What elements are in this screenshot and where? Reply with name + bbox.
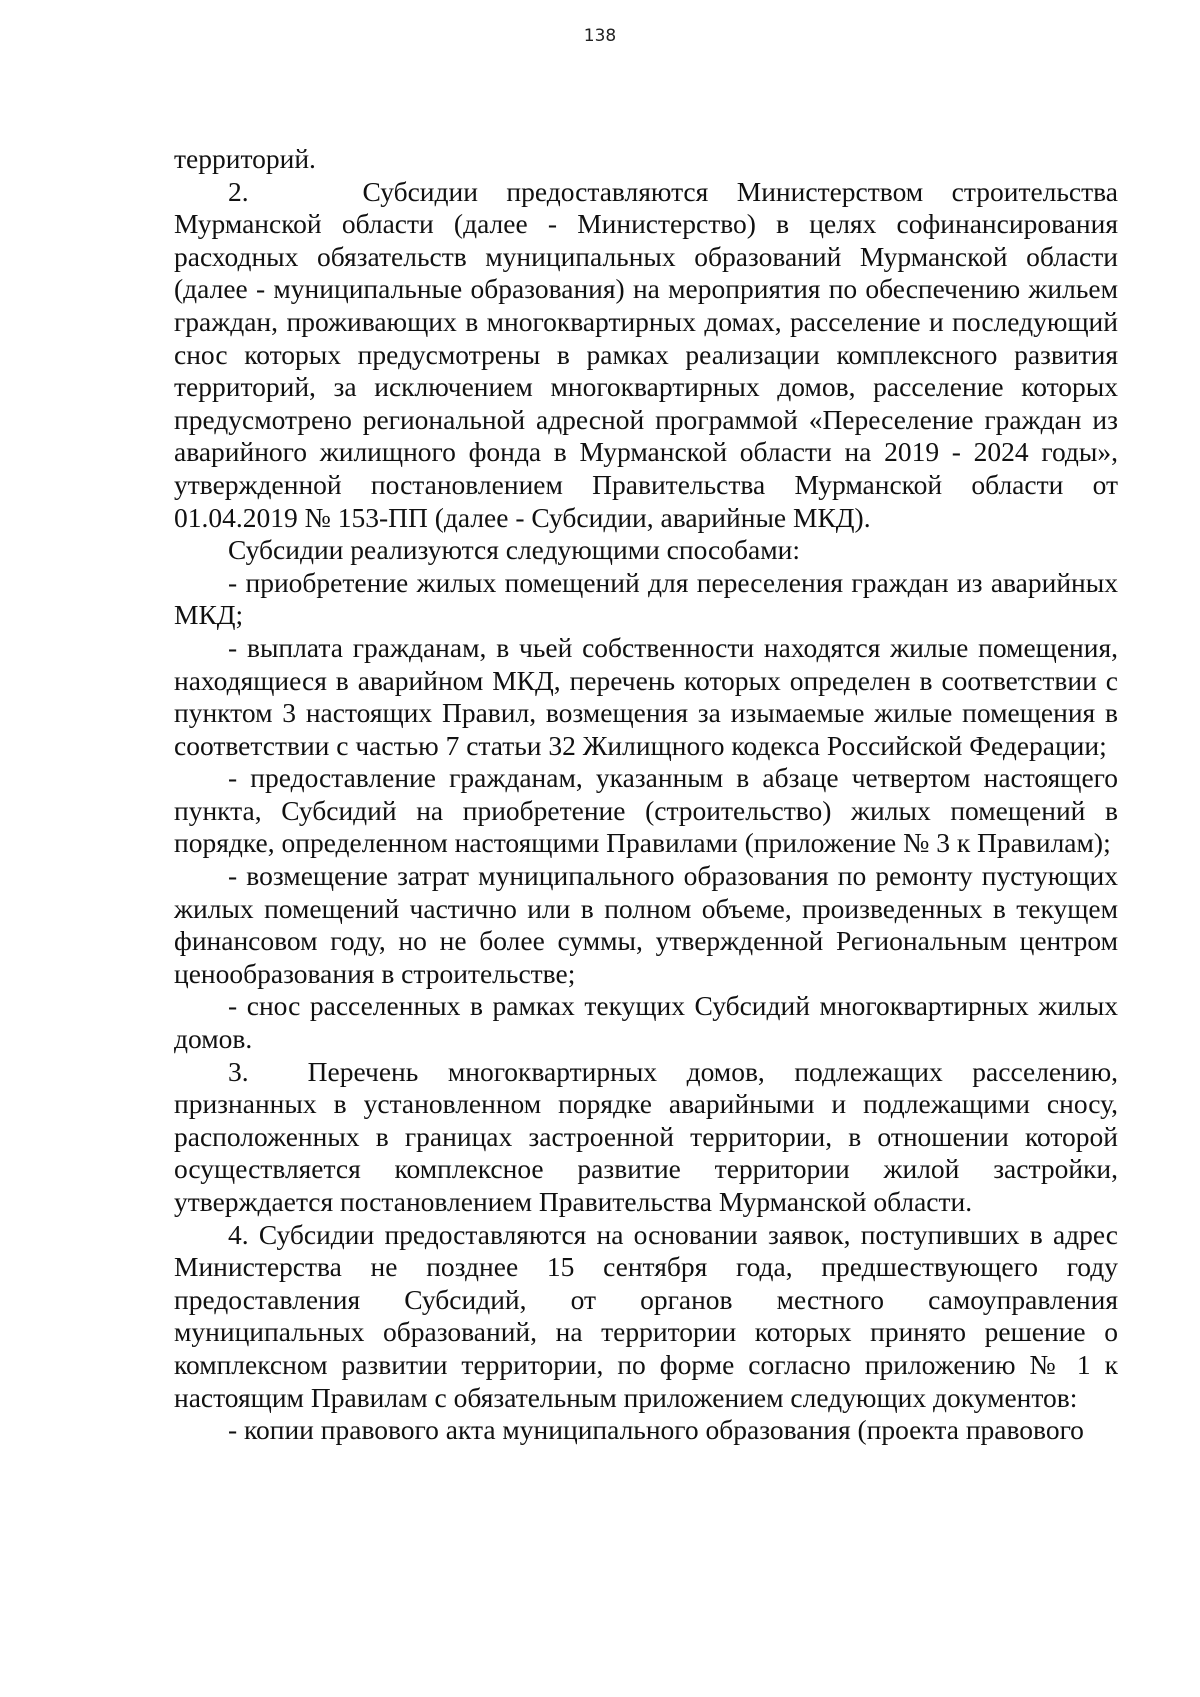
page-number: 138 (583, 26, 617, 46)
document-body (174, 143, 1118, 1447)
paragraph-5: - выплата гражданам, в чьей собственности находятся жилые помещения, находящиеся в аварийном МКД, перечень которых определен в соответствии с пунктом 3 настоящих Правил, возмещения за изымаемые жилые помещения в соответствии с частью 7 статьи 32 Жилищного кодекса Российской Федерации; (174, 631, 1118, 761)
paragraph-4: - приобретение жилых помещений для переселения граждан из аварийных МКД; (174, 566, 1118, 631)
paragraph-6: - предоставление гражданам, указанным в абзаце четвертом настоящего пункта, Субсидий на приобретение (строительство) жилых помещений в порядке, определенном настоящими Правилами (приложение № 3 к Правилам); (174, 762, 1118, 859)
paragraph-11: - копии правового акта муниципального образования (проекта правового (228, 1414, 1084, 1446)
paragraph-10: 4. Субсидии предоставляются на основании заявок, поступивших в адрес Министерства не позднее 15 сентября года, предшествующего году предоставления Субсидий, от органов местного самоуправления муниципальных образований, на территории которых принято решение о комплексном развитии территории, по форме согласно приложению № 1 к настоящим Правилам с обязательным приложением следующих документов: (174, 1218, 1118, 1413)
paragraph-9: 3. Перечень многоквартирных домов, подлежащих расселению, признанных в установленном порядке аварийными и подлежащими сносу, расположенных в границах застроенной территории, в отношении которой осуществляется комплексное развитие территории жилой застройки, утверждается постановлением Правительства Мурманской области. (174, 1055, 1118, 1217)
paragraph-3: Субсидии реализуются следующими способами: (228, 534, 800, 566)
paragraph-2: 2. Субсидии предоставляются Министерством строительства Мурманской области (далее - Министерство) в целях софинансирования расходных обязательств муниципальных образований Мурманской области (далее - муниципальные образования) на мероприятия по обеспечению жильем граждан, проживающих в многоквартирных домах, расселение и последующий снос которых предусмотрены в рамках реализации комплексного развития территорий, за исключением многоквартирных домов, расселение которых предусмотрено региональной адресной программой «Переселение граждан из аварийного жилищного фонда в Мурманской области на 2019 - 2024 годы», утвержденной постановлением Правительства Мурманской области от 01.04.2019 № 153-ПП (далее - Субсидии, аварийные МКД). (174, 175, 1118, 533)
paragraph-8: - снос расселенных в рамках текущих Субсидий многоквартирных жилых домов. (174, 990, 1118, 1055)
paragraph-7: - возмещение затрат муниципального образования по ремонту пустующих жилых помещений частично или в полном объеме, произведенных в текущем финансовом году, но не более суммы, утвержденной Региональным центром ценообразования в строительстве; (174, 860, 1118, 989)
paragraph-1: территорий. (174, 143, 316, 174)
